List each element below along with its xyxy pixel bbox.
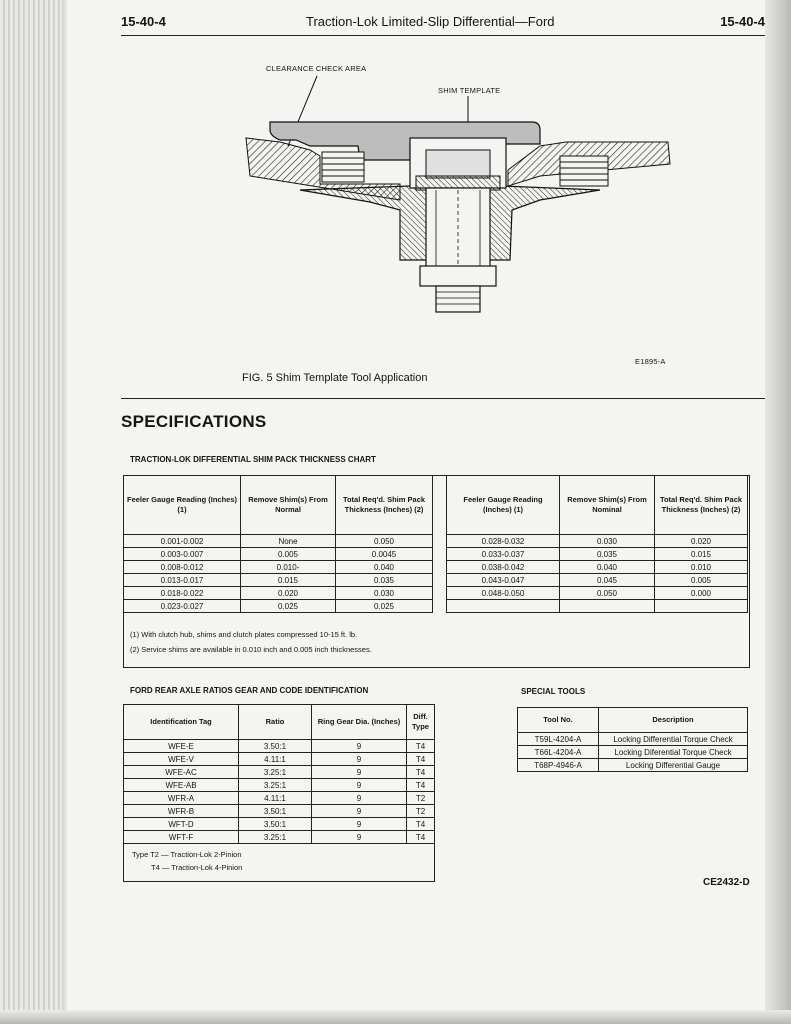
table-cell [447, 600, 560, 613]
table-row [447, 535, 748, 548]
table-cell: 0.048-0.050 [447, 587, 560, 600]
shim-chart-table-left [123, 475, 433, 613]
table-row [447, 548, 748, 561]
column-header: Tool No. [518, 708, 599, 733]
table-cell: 3.50:1 [239, 818, 312, 831]
shim-note: (1) With clutch hub, shims and clutch plates compressed 10-15 ft. lb. [130, 630, 358, 639]
table-cell: 4.11:1 [239, 753, 312, 766]
shim-chart-table-right [446, 475, 748, 613]
table-row [124, 766, 435, 779]
axle-ratio-title: FORD REAR AXLE RATIOS GEAR AND CODE IDENTIFICATION [130, 685, 369, 696]
table-cell: 9 [312, 766, 407, 779]
table-cell: 3.25:1 [239, 831, 312, 844]
page-bottom-edge [0, 1010, 791, 1024]
page-title: Traction-Lok Limited-Slip Differential—Ford [306, 14, 555, 29]
book-binding-edge [0, 0, 68, 1024]
column-header: Remove Shim(s) From Nominal [560, 476, 655, 535]
column-header: Feeler Gauge Reading (Inches) (1) [447, 476, 560, 535]
table-cell: 0.038-0.042 [447, 561, 560, 574]
page-number-left: 15-40-4 [121, 14, 166, 29]
page-right-edge [765, 0, 791, 1024]
table-row [124, 831, 435, 844]
table-cell: WFR-A [124, 792, 239, 805]
table-row [124, 574, 433, 587]
table-cell: 0.003-0.007 [124, 548, 241, 561]
table-cell: WFT-F [124, 831, 239, 844]
table-cell: WFE-AB [124, 779, 239, 792]
table-cell: 9 [312, 818, 407, 831]
table-cell: 9 [312, 753, 407, 766]
shim-note: (2) Service shims are available in 0.010 inch and 0.005 inch thicknesses. [130, 645, 372, 654]
table-cell: T68P-4946-A [518, 759, 599, 772]
table-cell: T4 [407, 779, 435, 792]
table-cell: 0.045 [560, 574, 655, 587]
table-cell: T4 [407, 753, 435, 766]
column-header: Feeler Gauge Reading (Inches) (1) [124, 476, 241, 535]
figure-code: E1895-A [635, 357, 666, 366]
table-cell: WFE-V [124, 753, 239, 766]
shim-template-label: SHIM TEMPLATE [438, 86, 501, 95]
column-header: Total Req'd. Shim Pack Thickness (Inches) (2) [655, 476, 748, 535]
table-row [124, 600, 433, 613]
table-row [518, 746, 748, 759]
table-cell: WFE-AC [124, 766, 239, 779]
special-tools-table [517, 707, 748, 772]
table-cell: T4 [407, 831, 435, 844]
table-cell: T4 [407, 740, 435, 753]
table-cell: Locking Differential Gauge [599, 759, 748, 772]
table-cell: 0.050 [560, 587, 655, 600]
table-cell: 0.010 [655, 561, 748, 574]
table-cell: 0.040 [560, 561, 655, 574]
table-cell: 9 [312, 831, 407, 844]
table-row [124, 740, 435, 753]
document-code: CE2432-D [703, 877, 750, 888]
table-cell: 0.043-0.047 [447, 574, 560, 587]
table-cell: 0.015 [241, 574, 336, 587]
table-cell: 3.50:1 [239, 805, 312, 818]
table-cell: 0.025 [336, 600, 433, 613]
specifications-heading: SPECIFICATIONS [121, 412, 267, 431]
table-cell: 0.035 [336, 574, 433, 587]
table-cell: 0.013-0.017 [124, 574, 241, 587]
table-row [124, 792, 435, 805]
table-cell: 9 [312, 779, 407, 792]
table-row [447, 561, 748, 574]
table-cell: T66L-4204-A [518, 746, 599, 759]
table-cell: 0.030 [336, 587, 433, 600]
table-cell: 3.25:1 [239, 779, 312, 792]
table-row [124, 779, 435, 792]
table-cell: 0.030 [560, 535, 655, 548]
table-row [124, 535, 433, 548]
column-header: Diff. Type [407, 705, 435, 740]
table-row [124, 753, 435, 766]
column-header: Total Req'd. Shim Pack Thickness (Inches) (2) [336, 476, 433, 535]
table-cell: 4.11:1 [239, 792, 312, 805]
table-cell: 0.0045 [336, 548, 433, 561]
table-cell: 0.020 [655, 535, 748, 548]
column-header: Ring Gear Dia. (Inches) [312, 705, 407, 740]
shim-template-diagram [240, 60, 680, 320]
table-row [124, 561, 433, 574]
table-cell: 0.028-0.032 [447, 535, 560, 548]
table-cell: T4 [407, 818, 435, 831]
table-cell: WFT-D [124, 818, 239, 831]
table-cell: 9 [312, 805, 407, 818]
table-cell: 0.010- [241, 561, 336, 574]
column-header: Identification Tag [124, 705, 239, 740]
table-cell [560, 600, 655, 613]
table-cell: 9 [312, 740, 407, 753]
table-cell: 0.000 [655, 587, 748, 600]
shim-chart-notes [130, 627, 372, 657]
table-cell: WFE-E [124, 740, 239, 753]
table-cell: 9 [312, 792, 407, 805]
table-cell: Locking Differential Torque Check [599, 733, 748, 746]
column-header: Remove Shim(s) From Normal [241, 476, 336, 535]
table-cell: 0.040 [336, 561, 433, 574]
table-cell: 0.020 [241, 587, 336, 600]
table-cell [655, 600, 748, 613]
table-cell: Locking Diferential Torque Check [599, 746, 748, 759]
table-row [518, 759, 748, 772]
table-cell: T59L-4204-A [518, 733, 599, 746]
table-cell: T4 [407, 766, 435, 779]
table-row [447, 600, 748, 613]
section-rule [121, 398, 765, 399]
axle-ratio-notes [132, 848, 242, 874]
table-cell: 0.005 [655, 574, 748, 587]
axle-ratio-table [123, 704, 435, 844]
figure-caption: FIG. 5 Shim Template Tool Application [242, 372, 428, 384]
special-tools-title: SPECIAL TOOLS [521, 686, 586, 697]
table-cell: 0.050 [336, 535, 433, 548]
header-rule [121, 35, 765, 36]
table-cell: 0.005 [241, 548, 336, 561]
table-cell: WFR-B [124, 805, 239, 818]
clearance-check-label: CLEARANCE CHECK AREA [266, 64, 367, 73]
table-row [447, 574, 748, 587]
table-cell: None [241, 535, 336, 548]
column-header: Description [599, 708, 748, 733]
column-header: Ratio [239, 705, 312, 740]
table-cell: 0.001-0.002 [124, 535, 241, 548]
table-cell: 0.025 [241, 600, 336, 613]
axle-note: T4 — Traction-Lok 4-Pinion [151, 863, 243, 872]
table-cell: 0.023-0.027 [124, 600, 241, 613]
table-cell: 3.50:1 [239, 740, 312, 753]
axle-note: Type T2 — Traction-Lok 2-Pinion [132, 850, 242, 859]
table-cell: T2 [407, 805, 435, 818]
table-cell: 0.018-0.022 [124, 587, 241, 600]
page-number-right: 15-40-4 [720, 14, 765, 29]
table-row [518, 733, 748, 746]
table-cell: 0.035 [560, 548, 655, 561]
shim-chart-title: TRACTION-LOK DIFFERENTIAL SHIM PACK THICKNESS CHART [130, 454, 376, 465]
table-row [124, 805, 435, 818]
table-row [124, 818, 435, 831]
table-cell: T2 [407, 792, 435, 805]
table-cell: 0.015 [655, 548, 748, 561]
table-row [124, 548, 433, 561]
table-cell: 0.008-0.012 [124, 561, 241, 574]
table-row [124, 587, 433, 600]
table-cell: 0.033-0.037 [447, 548, 560, 561]
table-cell: 3.25:1 [239, 766, 312, 779]
table-row [447, 587, 748, 600]
